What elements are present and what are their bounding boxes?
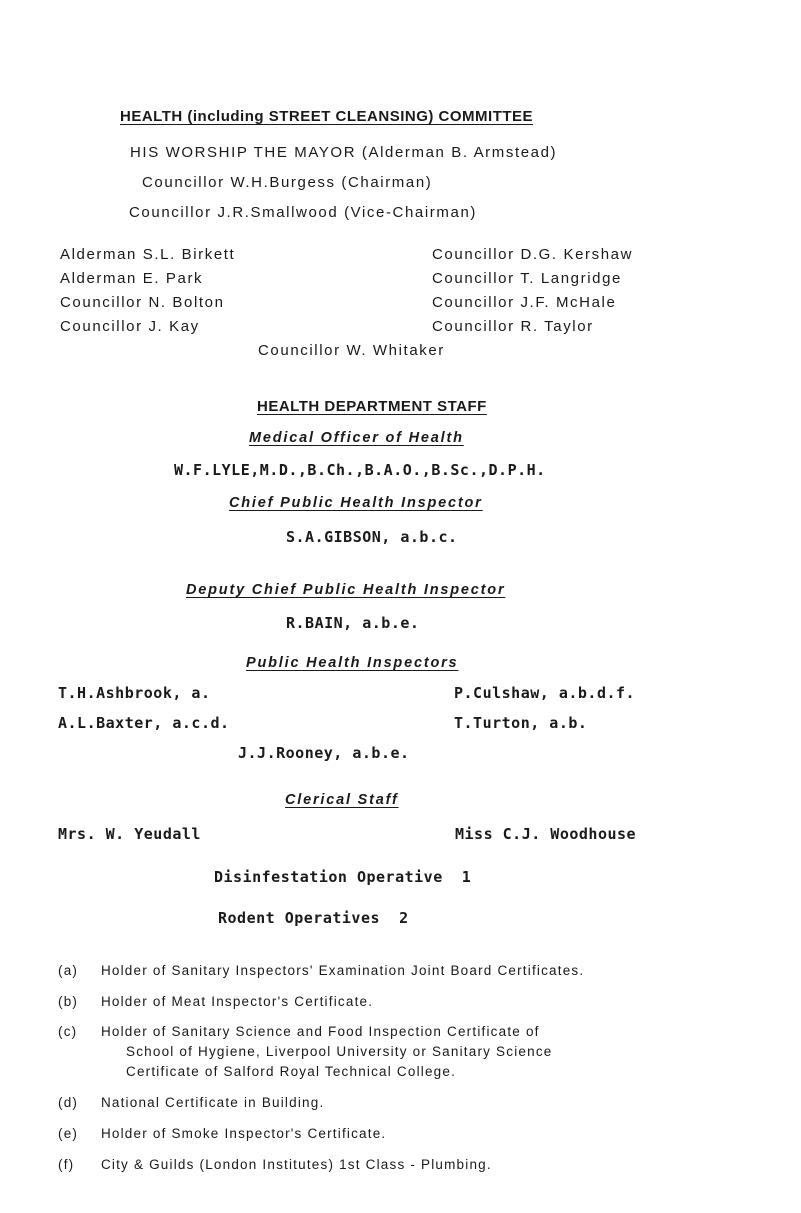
clerical-left: Mrs. W. Yeudall	[58, 825, 201, 843]
mayor-line: HIS WORSHIP THE MAYOR (Alderman B. Armstead)	[130, 144, 558, 161]
note-label: (d)	[58, 1095, 79, 1110]
note-c-line2: School of Hygiene, Liverpool University or Sanitary Science	[126, 1044, 553, 1059]
note-text: Holder of Smoke Inspector's Certificate.	[100, 1126, 387, 1141]
clerical-heading: Clerical Staff	[285, 792, 399, 808]
member-center: Councillor W. Whitaker	[258, 342, 445, 359]
rodent-line: Rodent Operatives 2	[218, 909, 409, 927]
member-right-3: Councillor J.F. McHale	[432, 294, 617, 311]
note-text: Holder of Meat Inspector's Certificate.	[100, 994, 374, 1009]
cphi-name: S.A.GIBSON, a.b.c.	[286, 528, 458, 546]
committee-title: HEALTH (including STREET CLEANSING) COMMITTEE	[120, 108, 534, 125]
note-label: (f)	[58, 1157, 75, 1172]
member-right-1: Councillor D.G. Kershaw	[432, 246, 634, 263]
note-text: Holder of Sanitary Inspectors' Examination Joint Board Certificates.	[100, 963, 585, 978]
note-label: (a)	[58, 963, 79, 978]
note-d	[58, 1095, 324, 1110]
note-label: (b)	[58, 994, 79, 1009]
note-label: (c)	[58, 1024, 78, 1039]
note-f	[58, 1157, 492, 1172]
disinfestation-line: Disinfestation Operative 1	[214, 868, 472, 886]
member-right-2: Councillor T. Langridge	[432, 270, 622, 287]
member-left-2: Alderman E. Park	[60, 270, 204, 287]
phi-left-2: A.L.Baxter, a.c.d.	[58, 714, 230, 732]
phi-heading: Public Health Inspectors	[246, 655, 459, 671]
dcphi-name: R.BAIN, a.b.e.	[286, 614, 420, 632]
note-text: National Certificate in Building.	[100, 1095, 325, 1110]
member-left-3: Councillor N. Bolton	[60, 294, 225, 311]
note-a	[58, 963, 584, 978]
note-e	[58, 1126, 386, 1141]
staff-title: HEALTH DEPARTMENT STAFF	[257, 398, 487, 415]
phi-center: J.J.Rooney, a.b.e.	[238, 744, 410, 762]
member-left-1: Alderman S.L. Birkett	[60, 246, 236, 263]
note-label: (e)	[58, 1126, 79, 1141]
cphi-heading: Chief Public Health Inspector	[229, 495, 483, 511]
note-text: City & Guilds (London Institutes) 1st Class - Plumbing.	[100, 1157, 492, 1172]
chairman-line: Councillor W.H.Burgess (Chairman)	[142, 174, 433, 191]
note-c	[58, 1024, 540, 1039]
member-right-4: Councillor R. Taylor	[432, 318, 594, 335]
phi-right-1: P.Culshaw, a.b.d.f.	[454, 684, 636, 702]
phi-right-2: T.Turton, a.b.	[454, 714, 588, 732]
moh-heading: Medical Officer of Health	[249, 430, 464, 446]
note-b	[58, 994, 373, 1009]
member-left-4: Councillor J. Kay	[60, 318, 200, 335]
dcphi-heading: Deputy Chief Public Health Inspector	[186, 582, 506, 598]
clerical-right: Miss C.J. Woodhouse	[455, 825, 637, 843]
phi-left-1: T.H.Ashbrook, a.	[58, 684, 211, 702]
note-c-line3: Certificate of Salford Royal Technical College.	[126, 1064, 457, 1079]
moh-name: W.F.LYLE,M.D.,B.Ch.,B.A.O.,B.Sc.,D.P.H.	[174, 461, 546, 479]
vice-chairman-line: Councillor J.R.Smallwood (Vice-Chairman)	[129, 204, 477, 221]
note-text: Holder of Sanitary Science and Food Inspection Certificate of	[100, 1024, 540, 1039]
